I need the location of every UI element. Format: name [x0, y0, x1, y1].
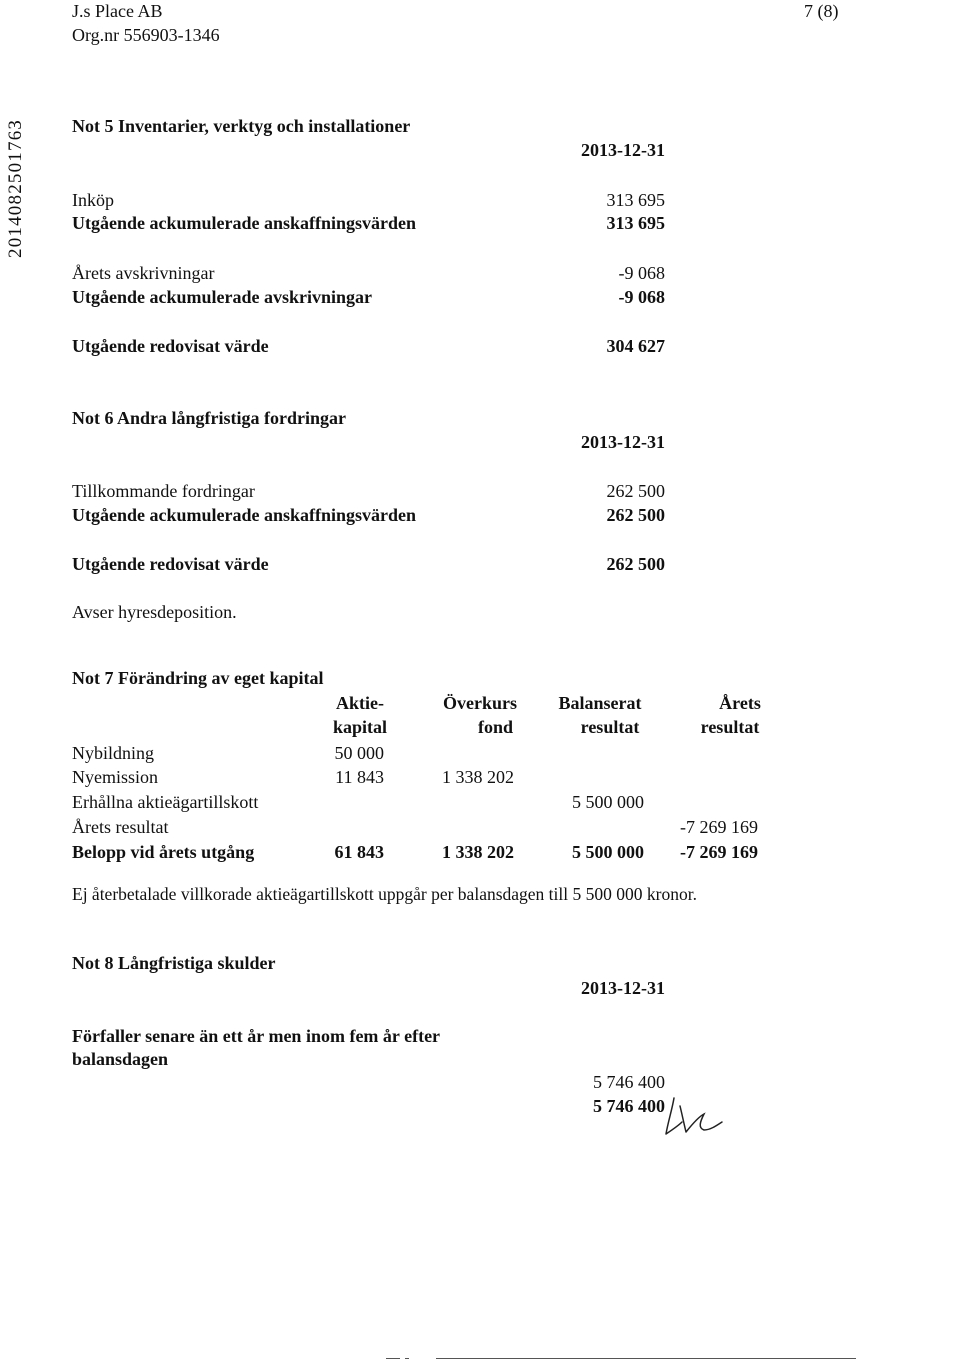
note7-cell: 11 843: [335, 767, 384, 787]
note7-col-header: Aktie-: [336, 693, 384, 713]
scan-mark: [386, 1358, 400, 1359]
note5-row-value: 304 627: [606, 336, 665, 356]
note8-title: Not 8 Långfristiga skulder: [72, 953, 276, 973]
note6-date: 2013-12-31: [581, 432, 665, 452]
note6-title: Not 6 Andra långfristiga fordringar: [72, 408, 346, 428]
note7-col-header: Balanserat: [558, 693, 642, 713]
scan-mark: [436, 1358, 856, 1359]
note7-row-label: Erhållna aktieägartillskott: [72, 792, 259, 812]
note5-row-value: -9 068: [618, 263, 665, 283]
note7-col-header: kapital: [332, 717, 388, 737]
note6-row-label: Tillkommande fordringar: [72, 481, 255, 501]
note7-row-label: Årets resultat: [72, 817, 169, 837]
note5-row-value: 313 695: [606, 213, 665, 233]
page-number: 7 (8): [804, 1, 839, 21]
note6-row-value: 262 500: [606, 505, 665, 525]
note6-row-label: Utgående ackumulerade anskaffningsvärden: [72, 505, 417, 525]
document-side-id: 201408250176З: [5, 118, 26, 258]
note5-title: Not 5 Inventarier, verktyg och installationer: [72, 116, 411, 136]
note5-row-label: Utgående redovisat värde: [72, 336, 269, 356]
note7-row-label: Belopp vid årets utgång: [72, 842, 255, 862]
note7-cell: 1 338 202: [442, 842, 514, 862]
note5-row-label: Inköp: [72, 190, 114, 210]
company-name: J.s Place AB: [72, 1, 163, 21]
note7-row-label: Nybildning: [72, 743, 155, 763]
note8-label: balansdagen: [72, 1049, 169, 1069]
note6-row-value: 262 500: [606, 554, 665, 574]
note7-cell: 5 500 000: [572, 792, 644, 812]
note7-cell: 1 338 202: [442, 767, 514, 787]
note5-row-label: Utgående ackumulerade anskaffningsvärden: [72, 213, 417, 233]
org-number: Org.nr 556903-1346: [72, 25, 220, 45]
note5-row-value: 313 695: [606, 190, 665, 210]
handwritten-initials: [660, 1092, 730, 1142]
note7-comment: Ej återbetalade villkorade aktieägartillskott uppgår per balansdagen till 5 500 000 kronor.: [72, 884, 697, 904]
note7-cell: 50 000: [334, 743, 384, 763]
note6-comment: Avser hyresdeposition.: [72, 602, 237, 622]
note7-cell: -7 269 169: [680, 817, 758, 837]
note8-date: 2013-12-31: [581, 978, 665, 998]
note7-cell: 5 500 000: [572, 842, 644, 862]
note7-cell: 61 843: [334, 842, 384, 862]
note6-row-value: 262 500: [606, 481, 665, 501]
scan-mark: [405, 1358, 409, 1359]
note5-row-label: Årets avskrivningar: [72, 263, 215, 283]
note7-cell: -7 269 169: [680, 842, 758, 862]
note5-row-value: -9 068: [618, 287, 665, 307]
note8-value: 5 746 400: [593, 1072, 665, 1092]
note6-row-label: Utgående redovisat värde: [72, 554, 269, 574]
note8-value-total: 5 746 400: [593, 1096, 665, 1116]
note7-col-header: resultat: [580, 717, 640, 737]
note7-col-header: Överkurs: [443, 693, 517, 713]
note7-row-label: Nyemission: [72, 767, 159, 787]
note7-title: Not 7 Förändring av eget kapital: [72, 668, 324, 688]
note5-date: 2013-12-31: [581, 140, 665, 160]
note7-col-header: resultat: [700, 717, 760, 737]
note7-col-header: fond: [477, 717, 513, 737]
note5-row-label: Utgående ackumulerade avskrivningar: [72, 287, 373, 307]
note8-label: Förfaller senare än ett år men inom fem år efter: [72, 1026, 441, 1046]
note7-col-header: Årets: [719, 693, 761, 713]
